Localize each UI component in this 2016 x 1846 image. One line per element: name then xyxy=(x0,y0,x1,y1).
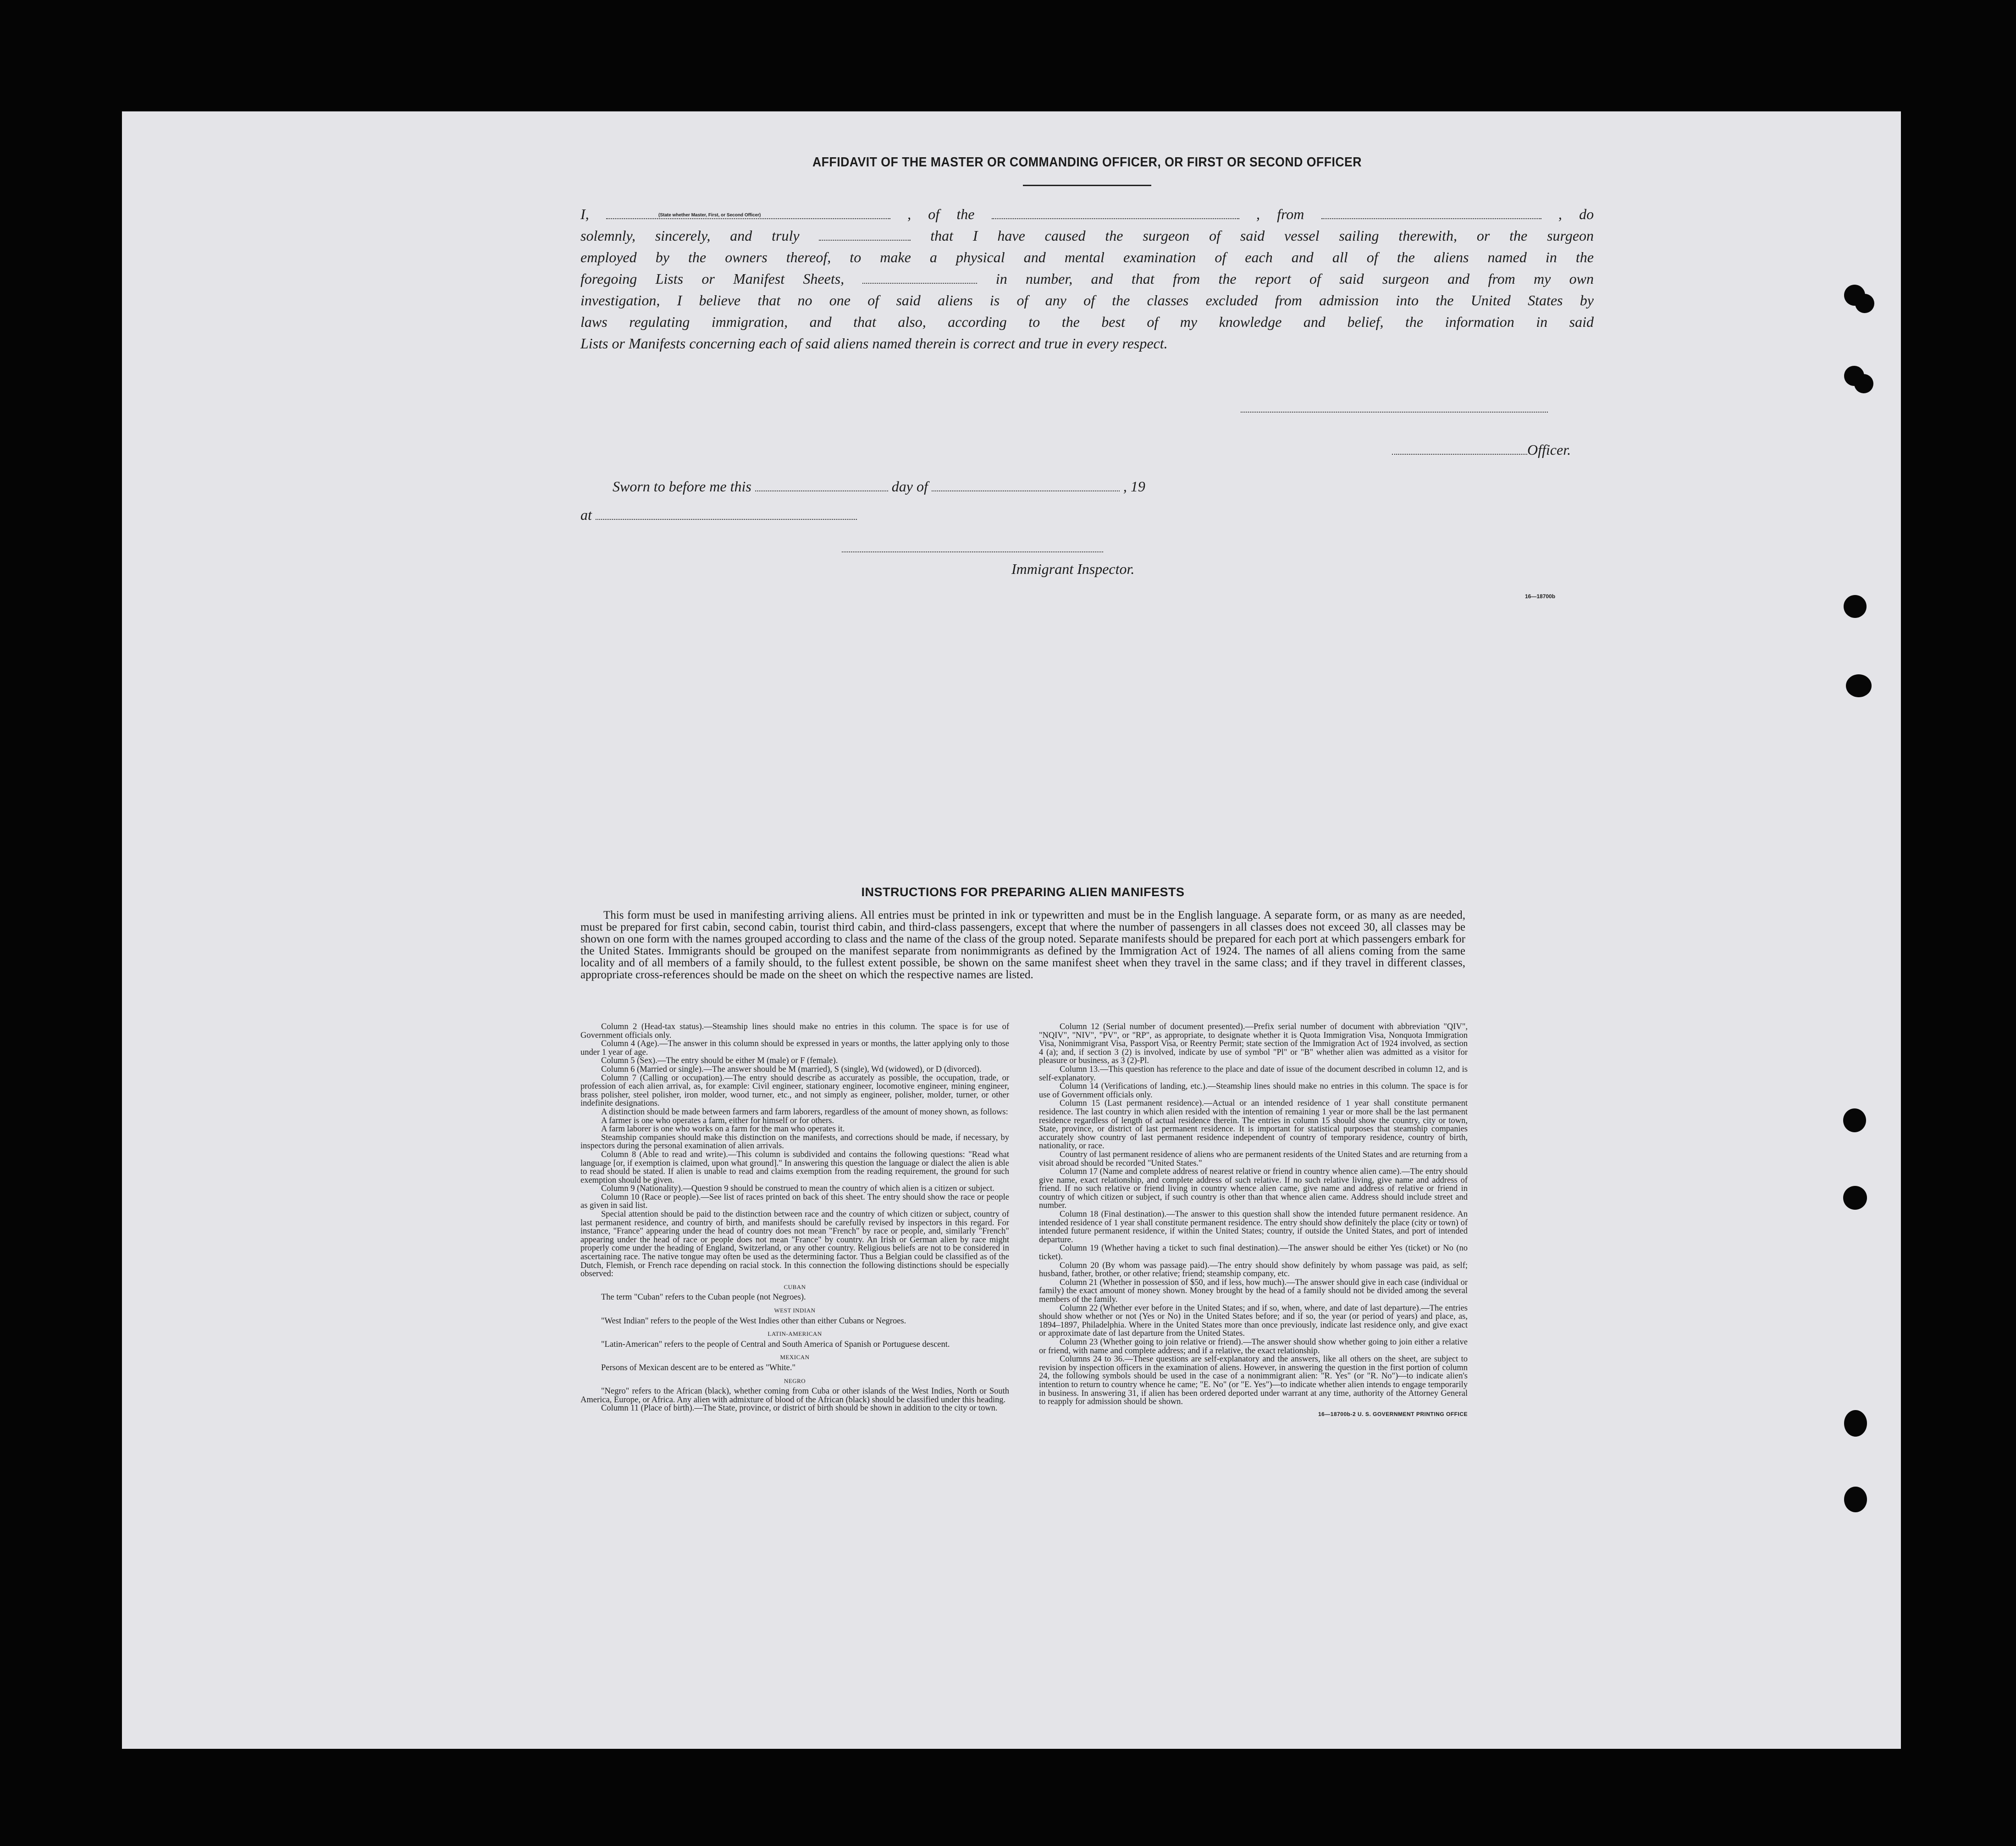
instructions-intro: This form must be used in manifesting arriving aliens. All entries must be printed in ink or typewritten and must be in the English language. A separate form, or as many as are needed, must be prepared for first cabin, second cabin, tourist third cabin, and third-class passengers, except that where the number of passengers in all classes does not exceed 30, all classes may be shown on one form with the names grouped according to class and the name of the class of the group noted. Separate manifests should be prepared for each port at which passengers embark for the United States. Immigrants should be grouped on the manifest separate from nonimmigrants as defined by the Immigration Act of 1924. The names of all aliens coming from the same locality and of all members of a family should, to the fullest extent possible, be shown on the same manifest sheet when they travel in the same class; and if they travel in different classes, appropriate cross-references should be made on the sheet on which the respective names are listed. xyxy=(580,909,1465,981)
sworn-line: Sworn to before me this day of , 19 xyxy=(613,478,1145,495)
signature-line[interactable] xyxy=(1241,412,1548,413)
at-line: at xyxy=(580,507,857,523)
left-paragraph: Special attention should be paid to the distinction between race and the country of which citizen or subject, country of last permanent residence, and country of birth, and manifests should be carefully revised by inspectors in this regard. For instance, "France" appearing under the head of country does not mean "French" by race or people, and, similarly "French" appearing under the head of race or people does not mean "France" by country. An Irish or German alien by race might properly come under the heading of England, Switzerland, or any other country. Religious beliefs are not to be considered in ascertaining race. The native tongue may often be used as the determining factor. Thus a Belgian could be classified as of the Dutch, Flemish, or French race depending on racial stock. In this connection the following distinctions should be especially observed: xyxy=(580,1210,1009,1279)
right-paragraph: Columns 24 to 36.—These questions are self-explanatory and the answers, like all others on the sheet, are subject to revision by inspection officers in the examination of aliens. However, in answering the question in the first portion of column 24, the following symbols should be used in the case of a nonimmigrant alien: "R. Yes" (or "R. No")—to indicate alien's intention to return to country whence he came; "E. No" (or "E. Yes")—to indicate whether alien intends to engage temporarily in business. In answering 31, if alien has been ordered deported under warrant at any time, authority of the Attorney General to reapply for admission should be shown. xyxy=(1039,1355,1468,1407)
state-note: (State whether Master, First, or Second Officer) xyxy=(658,213,761,218)
inspector-signature-blank[interactable] xyxy=(842,551,1103,552)
right-paragraph: Column 12 (Serial number of document presented).—Prefix serial number of document with abbreviation "QIV", "NQIV", "NIV", "PV", or "RP", as appropriate, to designate whether it is Quota Immigration Visa, Nonquota Immigration Visa, Nonimmigrant Visa, Passport Visa, or Reentry Permit; state section of the Immigration Act of 1924 involved, as section 4 (a); and, if section 3 (2) is involved, indicate by use of symbol "Pl" or "B" whether alien was admitted as a visitor for pleasure or business, as 3 (2)-Pl. xyxy=(1039,1022,1468,1066)
right-paragraph: Column 22 (Whether ever before in the United States; and if so, when, where, and date of last departure).—The entries should show whether or not (Yes or No) in the United States before; and if so, the year (or period of years) and place, as, 1894–1897, Philadelphia. Where in the United States more than once previously, indicate last residence only, and give exact or approximate date of last departure from the United States. xyxy=(1039,1303,1468,1339)
inspector-label: Immigrant Inspector. xyxy=(1011,561,1135,577)
left-paragraph: A farmer is one who operates a farm, either for himself or for others. xyxy=(601,1116,834,1125)
race-text-cuban: The term "Cuban" refers to the Cuban people (not Negroes). xyxy=(601,1293,806,1302)
affidavit-line-3: employed by the owners thereof, to make a physical and mental examination of each and all of the aliens named in the xyxy=(580,249,1594,265)
punch-hole xyxy=(1854,374,1873,393)
sworn-month-blank[interactable] xyxy=(932,479,1120,491)
affidavit-line-5: investigation, I believe that no one of said aliens is of any of the classes excluded from admission into the United States by xyxy=(580,292,1594,309)
left-paragraph: Column 7 (Calling or occupation).—The entry should describe as accurately as possible, the occupation, trade, or profession of each alien arrival, as, for example: Civil engineer, stationary engineer, locomotive engineer, mining engineer, brass polisher, steel polisher, iron molder, wood turner, etc., and not simply as engineer, polisher, molder, turner, or other indefinite designations. xyxy=(580,1073,1009,1108)
race-heading-latin-american: LATIN-AMERICAN xyxy=(768,1330,822,1338)
punch-hole xyxy=(1844,1410,1867,1437)
instructions-left-column xyxy=(580,1023,1009,1413)
right-paragraph: Column 15 (Last permanent residence).—Actual or an intended residence of 1 year shall constitute permanent residence. The last country in which alien resided with the intention of remaining 1 year or more shall be the last permanent residence regardless of length of actual residence therein. The entries in column 15 should show the country, city or town, State, province, or district of last permanent residence. It is important for statistical purposes that steamship companies accurately show country of last permanent residence independent of country of temporary residence, country of birth, nationality, or race. xyxy=(1039,1099,1468,1151)
form-number: 16—18700b xyxy=(1525,593,1556,600)
punch-hole xyxy=(1843,1186,1867,1210)
title-rule xyxy=(1023,185,1151,186)
left-paragraph: A distinction should be made between farmers and farm laborers, regardless of the amount of money shown, as follows: xyxy=(601,1107,1008,1117)
instructions-title: INSTRUCTIONS FOR PREPARING ALIEN MANIFESTS xyxy=(861,885,1185,899)
race-heading-negro: NEGRO xyxy=(784,1377,806,1384)
affidavit-title: AFFIDAVIT OF THE MASTER OR COMMANDING OFFICER, OR FIRST OR SECOND OFFICER xyxy=(812,155,1362,170)
left-paragraph: Column 4 (Age).—The answer in this column should be expressed in years or months, the latter applying only to those under 1 year of age. xyxy=(580,1039,1009,1057)
officer-signature-blank[interactable] xyxy=(1392,442,1527,455)
vessel-name-blank[interactable] xyxy=(992,206,1239,219)
left-paragraph: Column 8 (Able to read and write).—This column is subdivided and contains the following questions: "Read what language [or, if exemption is claimed, upon what ground]." In answering this question the language or dialect the alien is able to read should be stated. If alien is unable to read and claims exemption from the reading requirement, the ground for such exemption should be given. xyxy=(580,1150,1009,1185)
race-text-latin-american: "Latin-American" refers to the people of Central and South America of Spanish or Portuguese descent. xyxy=(601,1339,950,1349)
right-paragraph: Column 21 (Whether in possession of $50, and if less, how much).—The answer should give in each case (individual or family) the exact amount of money shown. Money brought by the head of a family should not be divided among the several members of the family. xyxy=(1039,1278,1468,1304)
left-paragraph: Column 11 (Place of birth).—The State, province, or district of birth should be shown in addition to the city or town. xyxy=(601,1404,998,1413)
race-heading-west-indian: WEST INDIAN xyxy=(774,1307,816,1314)
affidavit-line-2: solemnly, sincerely, and truly that I have caused the surgeon of said vessel sailing therewith, or the surgeon xyxy=(580,227,1594,244)
race-text-mexican: Persons of Mexican descent are to be entered as "White." xyxy=(601,1363,796,1372)
left-paragraph: Column 2 (Head-tax status).—Steamship lines should make no entries in this column. The space is for use of Government officials only. xyxy=(580,1022,1009,1040)
officer-signature: Officer. xyxy=(1392,441,1571,458)
port-blank[interactable] xyxy=(1321,206,1541,219)
race-text-west-indian: "West Indian" refers to the people of the West Indies other than either Cubans or Negroes. xyxy=(601,1316,906,1326)
right-paragraph: Country of last permanent residence of aliens who are permanent residents of the United States and are returning from a visit abroad should be recorded "United States." xyxy=(1039,1150,1468,1168)
punch-hole xyxy=(1844,1487,1867,1512)
sworn-blank[interactable] xyxy=(819,228,911,241)
punch-hole xyxy=(1844,595,1867,618)
punch-hole xyxy=(1855,294,1874,313)
punch-hole xyxy=(1843,1108,1866,1132)
affidavit-section xyxy=(580,155,1594,600)
race-text-negro: "Negro" refers to the African (black), whether coming from Cuba or other islands of the West Indies, North or South America, Europe, or Africa. Any alien with admixture of blood of the African (black) should be classified under this heading. xyxy=(580,1387,1009,1405)
affidavit-line-1: I, , of the , from , do xyxy=(580,206,1594,222)
left-paragraph: Column 10 (Race or people).—See list of races printed on back of this sheet. The entry should show the race or people as given in said list. xyxy=(580,1192,1009,1211)
race-heading-mexican: MEXICAN xyxy=(780,1354,810,1361)
sheet-count-blank[interactable] xyxy=(862,271,977,284)
printing-office-note: 16—18700b-2 U. S. GOVERNMENT PRINTING OFFICE xyxy=(1318,1411,1468,1417)
right-paragraph: Column 13.—This question has reference to the place and date of issue of the document described in column 12, and is self-explanatory. xyxy=(1039,1064,1468,1083)
affidavit-line-7: Lists or Manifests concerning each of said aliens named therein is correct and true in every respect. xyxy=(580,335,1168,352)
left-paragraph: Column 9 (Nationality).—Question 9 should be construed to mean the country of which alien is a citizen or subject. xyxy=(601,1184,995,1194)
right-paragraph: Column 17 (Name and complete address of nearest relative or friend in country whence alien came).—The entry should give name, exact relationship, and complete address of such relative. If no such relative living, give name and address of friend. If no such relative or friend living in country whence alien came, give name and address of relative or friend in country of which citizen or subject, if such country is other than that whence alien came. Address should include street and number. xyxy=(1039,1167,1468,1211)
race-heading-cuban: CUBAN xyxy=(784,1283,806,1290)
punch-hole xyxy=(1846,674,1872,697)
right-paragraph: Column 20 (By whom was passage paid).—The entry should show definitely by whom passage was paid, as self; husband, father, brother, or other relative; friend; steamship company, etc. xyxy=(1039,1261,1468,1279)
left-paragraph: Column 5 (Sex).—The entry should be either M (male) or F (female). xyxy=(601,1056,838,1066)
left-paragraph: A farm laborer is one who works on a farm for the man who operates it. xyxy=(601,1124,845,1134)
right-paragraph: Column 19 (Whether having a ticket to such final destination).—The answer should be either Yes (ticket) or No (no ticket). xyxy=(1039,1244,1468,1262)
left-paragraph: Column 6 (Married or single).—The answer should be M (married), S (single), Wd (widowed), or D (divorced). xyxy=(601,1064,982,1074)
instructions-section xyxy=(580,885,1468,1417)
right-paragraph: Column 14 (Verifications of landing, etc.).—Steamship lines should make no entries in this column. The space is for use of Government officials only. xyxy=(1039,1082,1468,1100)
affidavit-line-6: laws regulating immigration, and that also, according to the best of my knowledge and belief, the information in said xyxy=(580,314,1594,330)
at-place-blank[interactable] xyxy=(596,507,857,520)
affidavit-line-4: foregoing Lists or Manifest Sheets, in number, and that from the report of said surgeon and from my own xyxy=(580,270,1594,287)
instructions-right-column xyxy=(1039,1023,1468,1418)
right-paragraph: Column 23 (Whether going to join relative or friend).—The answer should show whether going to join either a relative or friend, with name and complete address; and if a relative, the exact relationship. xyxy=(1039,1337,1468,1356)
left-paragraph: Steamship companies should make this distinction on the manifests, and corrections should be made, if necessary, by inspectors during the personal examination of alien arrivals. xyxy=(580,1133,1009,1151)
sworn-day-blank[interactable] xyxy=(755,479,888,491)
right-paragraph: Column 18 (Final destination).—The answer to this question shall show the intended future permanent residence. An intended residence of 1 year shall constitute permanent residence. The entry should show definitely the place (city or town) of intended future permanent residence, if within the United States; country, if outside the United States, and port of intended departure. xyxy=(1039,1210,1468,1245)
manifest-sheet xyxy=(122,111,1901,1749)
